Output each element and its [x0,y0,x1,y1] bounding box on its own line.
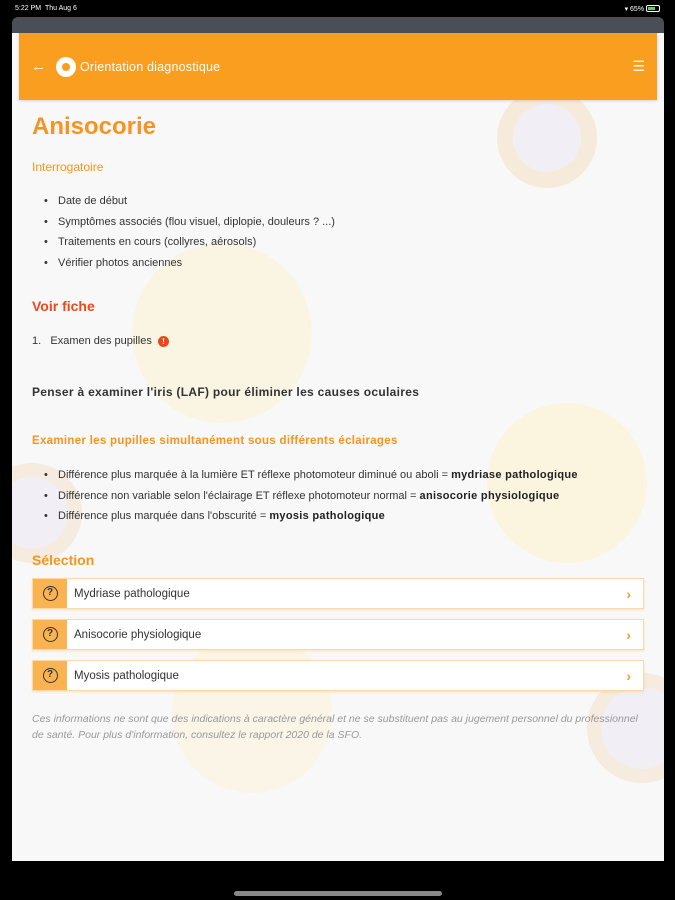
selection-heading: Sélection [32,552,95,568]
app-header [19,33,657,100]
fiche-link[interactable] [32,335,169,347]
battery-icon [646,5,660,12]
browser-bar [12,17,664,33]
list-item: • Date de début [32,195,127,207]
question-icon: ? [43,668,58,683]
chevron-right-icon: › [626,667,631,684]
question-icon: ? [43,627,58,642]
section-heading-examen: Examiner les pupilles simultanément sous différents éclairages [32,435,398,447]
chevron-right-icon: › [626,626,631,643]
selection-item-anisocorie[interactable] [32,619,644,650]
list-item: • Traitements en cours (collyres, aérosols) [32,236,256,248]
item-text: Différence non variable selon l'éclairage ET réflexe photomoteur normal = [58,490,420,502]
app-screen [12,33,664,861]
icon-box [33,661,67,690]
home-indicator[interactable] [234,891,442,896]
header-title: Orientation diagnostique [80,59,221,74]
list-item: • Vérifier photos anciennes [32,257,182,269]
list-item [32,490,559,502]
item-result: mydriase pathologique [451,469,578,481]
list-item [32,510,385,522]
page-title: Anisocorie [32,113,157,140]
icon-box [33,620,67,649]
list-item: • Symptômes associés (flou visuel, diplopie, douleurs ? ...) [32,216,335,228]
fiche-link-label: Examen des pupilles [50,335,152,347]
battery-percent: 65% [630,5,645,13]
icon-box [33,579,67,608]
date: Thu Aug 6 [44,5,77,12]
item-text: Différence plus marquée à la lumière ET réflexe photomoteur diminué ou aboli = [58,469,452,481]
info-icon[interactable]: ! [158,336,169,347]
selection-label: Mydriase pathologique [74,587,190,600]
chevron-right-icon: › [626,585,631,602]
item-result: anisocorie physiologique [419,490,560,502]
decor-bubble [497,88,597,188]
disclaimer: Ces informations ne sont que des indications à caractère général et ne se substituent pas au jugement personnel du professionnel de santé. Pour plus d'information, consultez le rapport 2020 de la SFO. [32,713,638,741]
menu-icon[interactable]: ☰ [632,58,645,74]
section-heading-interrogatoire: Interrogatoire [32,160,104,174]
selection-label: Anisocorie physiologique [74,628,202,641]
voir-fiche-heading: Voir fiche [32,298,95,314]
selection-item-myosis[interactable] [32,660,644,691]
list-item [32,469,578,481]
back-arrow-icon[interactable]: ← [31,58,46,75]
question-icon: ? [43,586,58,601]
note-text: Penser à examiner l'iris (LAF) pour éliminer les causes oculaires [32,385,420,399]
wifi-icon: ▾ [624,5,629,13]
list-number: 1. [32,335,42,347]
item-result: myosis pathologique [269,510,386,522]
app-logo-icon [56,57,76,77]
item-text: Différence plus marquée dans l'obscurité = [58,510,270,522]
selection-item-mydriase[interactable] [32,578,644,609]
decor-bubble [487,403,647,563]
time: 5:22 PM [15,5,42,12]
selection-label: Myosis pathologique [74,669,179,682]
status-bar [0,0,675,17]
